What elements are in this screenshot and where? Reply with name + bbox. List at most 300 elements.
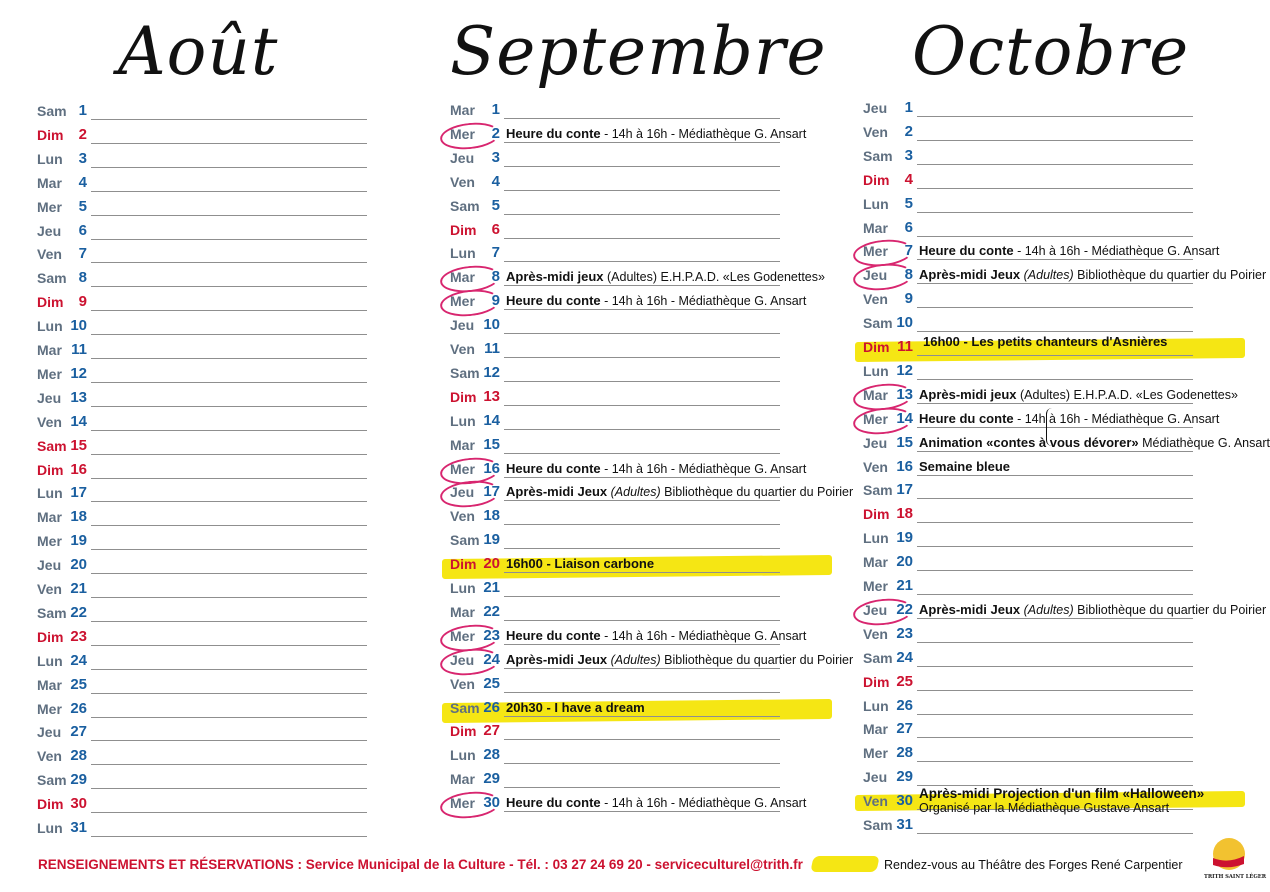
day-row [37, 599, 373, 623]
event-circle [439, 789, 501, 821]
day-row [450, 216, 786, 240]
day-number: 6 [904, 218, 913, 236]
day-number: 28 [70, 747, 87, 765]
day-number: 22 [483, 602, 500, 620]
day-name: Jeu [863, 100, 888, 116]
day-number: 18 [483, 507, 500, 525]
day-number: 24 [896, 648, 913, 666]
day-number: 16 [483, 459, 500, 477]
write-line [91, 430, 367, 431]
day-number: 24 [483, 650, 500, 668]
day-number: 17 [70, 484, 87, 502]
day-name: Mer [863, 578, 888, 594]
day-row [863, 668, 1199, 692]
day-name: Sam [863, 482, 893, 499]
day-row [863, 285, 1199, 309]
day-number: 26 [896, 696, 913, 714]
day-row [37, 814, 373, 838]
day-row [863, 381, 1238, 405]
day-name: Jeu [863, 769, 888, 786]
write-line [91, 501, 367, 502]
day-name: Mer [37, 700, 62, 717]
event-audience: (Adultes) [607, 652, 661, 667]
month-title-octobre: Octobre [912, 13, 1190, 90]
day-row [37, 408, 373, 432]
day-number: 11 [897, 338, 913, 355]
day-row [450, 407, 786, 431]
event-text [506, 484, 853, 499]
day-row [37, 695, 373, 719]
day-number: 13 [896, 385, 913, 403]
day-row [450, 741, 786, 765]
write-line [504, 405, 780, 406]
write-line [91, 525, 367, 526]
write-line [91, 597, 367, 598]
day-row [450, 598, 786, 622]
day-number: 17 [896, 481, 913, 499]
legend-highlight-swatch [810, 856, 879, 872]
day-row [37, 336, 373, 360]
write-line [91, 286, 367, 287]
day-name: Dim [450, 556, 477, 573]
write-line [91, 358, 367, 359]
day-name: Dim [863, 673, 890, 690]
write-line [917, 498, 1193, 499]
day-number: 9 [491, 292, 500, 310]
day-name: Sam [450, 364, 480, 381]
day-number: 23 [896, 624, 913, 642]
day-number: 3 [78, 149, 87, 167]
day-row [37, 145, 373, 169]
day-name: Dim [863, 339, 890, 355]
day-number: 22 [70, 603, 87, 621]
write-line [504, 692, 780, 693]
day-name: Sam [863, 817, 893, 833]
day-row [37, 360, 373, 384]
event-title: Après-midi jeux [506, 269, 604, 285]
write-line [917, 212, 1193, 213]
write-line [917, 666, 1193, 667]
day-name: Dim [863, 506, 890, 523]
day-number: 6 [491, 220, 500, 238]
day-row [37, 503, 373, 527]
day-name: Lun [37, 150, 63, 167]
day-name: Jeu [450, 317, 475, 334]
write-line [91, 836, 367, 837]
write-line [504, 477, 780, 478]
write-line [91, 143, 367, 144]
write-line [91, 740, 367, 741]
day-name: Lun [863, 195, 889, 212]
event-title: 16h00 - Les petits chanteurs d'Asnières [923, 334, 1168, 349]
event-title: Heure du conte [919, 410, 1014, 426]
day-number: 10 [896, 314, 913, 332]
day-number: 21 [896, 577, 913, 594]
day-name: Mer [37, 533, 62, 550]
event-title: Heure du conte [919, 243, 1014, 259]
day-row [863, 715, 1199, 739]
day-name: Ven [450, 675, 475, 692]
event-title: Après-midi Jeux [919, 601, 1021, 617]
day-row [863, 405, 1220, 429]
event-text [506, 293, 806, 308]
write-line [917, 522, 1193, 523]
day-number: 28 [896, 744, 913, 762]
day-number: 5 [491, 196, 500, 214]
day-row [450, 670, 786, 694]
event-text [506, 269, 825, 284]
day-row [37, 718, 373, 742]
event-text [919, 435, 1270, 450]
write-line [917, 164, 1193, 165]
day-name: Lun [863, 697, 889, 714]
day-row [863, 596, 1267, 620]
day-row [863, 572, 1199, 596]
day-name: Jeu [37, 724, 62, 741]
day-name: Sam [37, 103, 67, 119]
write-line [504, 572, 780, 573]
day-name: Mar [37, 509, 62, 526]
write-line [917, 451, 1193, 452]
day-number: 4 [904, 170, 913, 188]
write-line [504, 596, 780, 597]
write-line [917, 307, 1193, 308]
write-line [917, 690, 1193, 691]
event-title: Après-midi Jeux [919, 267, 1021, 283]
day-name: Sam [863, 315, 893, 332]
write-line [504, 214, 780, 215]
day-number: 3 [904, 146, 913, 164]
day-number: 19 [483, 531, 500, 549]
day-name: Dim [37, 796, 64, 813]
day-row [863, 548, 1199, 572]
day-name: Sam [863, 147, 893, 164]
day-name: Mer [450, 627, 475, 644]
write-line [504, 261, 780, 262]
day-name: Mar [450, 102, 475, 118]
write-line [917, 379, 1193, 380]
day-name: Jeu [863, 267, 888, 284]
day-number: 26 [483, 698, 500, 716]
day-number: 8 [491, 268, 500, 286]
event-details: - 14h à 16h - Médiathèque G. Ansart [600, 628, 807, 643]
day-row [37, 193, 373, 217]
day-number: 2 [491, 124, 500, 142]
day-number: 17 [483, 483, 500, 501]
day-name: Mar [863, 554, 888, 571]
day-name: Dim [37, 294, 64, 311]
day-name: Jeu [863, 434, 888, 451]
event-title: Après-midi jeux [919, 386, 1017, 402]
write-line [917, 188, 1193, 189]
month-title-septembre: Septembre [450, 13, 827, 90]
day-number: 25 [70, 675, 87, 693]
write-line [504, 620, 780, 621]
day-name: Mar [863, 386, 888, 403]
day-name: Ven [863, 625, 888, 642]
event-details: Bibliothèque du quartier du Poirier [1073, 268, 1267, 283]
day-name: Lun [450, 412, 476, 429]
day-row [863, 620, 1199, 644]
day-number: 18 [896, 505, 913, 523]
day-row [863, 94, 1199, 118]
day-number: 12 [483, 363, 500, 381]
write-line [91, 812, 367, 813]
write-line [504, 763, 780, 764]
day-name: Mer [450, 293, 475, 310]
event-details: - 14h à 16h - Médiathèque G. Ansart [1013, 411, 1220, 426]
day-name: Mar [37, 174, 62, 191]
event-title: Semaine bleue [919, 458, 1011, 474]
day-number: 28 [483, 746, 500, 764]
day-row [37, 312, 373, 336]
event-title: Heure du conte [506, 795, 601, 811]
day-name: Lun [37, 820, 63, 836]
day-name: Mer [37, 365, 62, 382]
footer-legend-text: Rendez-vous au Théâtre des Forges René Carpentier [884, 858, 1183, 872]
day-name: Sam [37, 437, 67, 454]
day-number: 9 [78, 293, 87, 311]
day-name: Mar [450, 436, 475, 453]
day-name: Mar [37, 676, 62, 693]
day-number: 27 [70, 723, 87, 741]
write-line [504, 333, 780, 334]
write-line [504, 668, 780, 669]
day-row [450, 455, 807, 479]
day-number: 8 [904, 266, 913, 284]
day-row [863, 142, 1199, 166]
day-row [450, 765, 786, 789]
day-row [450, 789, 807, 813]
write-line [91, 334, 367, 335]
day-row [37, 575, 373, 599]
day-number: 11 [71, 341, 87, 358]
write-line [91, 239, 367, 240]
day-name: Jeu [450, 651, 475, 668]
event-details: Bibliothèque du quartier du Poirier [1073, 602, 1267, 617]
day-row [863, 786, 1205, 816]
event-text [506, 628, 806, 643]
day-name: Mer [863, 745, 888, 762]
day-name: Ven [450, 341, 475, 357]
day-row [37, 551, 373, 575]
day-number: 2 [78, 125, 87, 143]
day-row [37, 240, 373, 264]
write-line [504, 118, 780, 119]
day-name: Lun [37, 318, 63, 335]
day-number: 14 [896, 409, 913, 427]
write-line [91, 478, 367, 479]
day-name: Jeu [450, 484, 475, 501]
day-name: Mar [450, 603, 475, 620]
event-title: Heure du conte [506, 627, 601, 643]
day-row [37, 527, 373, 551]
day-number: 20 [483, 555, 500, 573]
day-number: 29 [483, 770, 500, 788]
event-text [919, 267, 1266, 282]
write-line [917, 355, 1193, 356]
write-line [504, 285, 780, 286]
day-row [37, 121, 373, 145]
write-line [504, 739, 780, 740]
day-row [450, 120, 807, 144]
write-line [504, 190, 780, 191]
day-number: 9 [904, 290, 913, 308]
day-row [863, 811, 1199, 835]
write-line [504, 500, 780, 501]
write-line [504, 716, 780, 717]
write-line [504, 309, 780, 310]
day-number: 7 [78, 245, 87, 263]
day-row [37, 623, 373, 647]
event-title: Heure du conte [506, 125, 601, 141]
day-number: 2 [904, 122, 913, 140]
day-row [863, 763, 1199, 787]
write-line [91, 262, 367, 263]
footer-contact-info: RENSEIGNEMENTS ET RÉSERVATIONS : Service Municipal de la Culture - Tél. : 03 27 24 69 20 - serviceculturel@trith.fr [38, 857, 803, 872]
day-row [37, 217, 373, 241]
event-title: Après-midi Jeux [506, 484, 608, 500]
day-name: Sam [863, 649, 893, 666]
event-audience: (Adultes) [1020, 602, 1074, 617]
day-name: Mer [450, 125, 475, 142]
write-line [917, 546, 1193, 547]
day-number: 27 [483, 722, 500, 740]
write-line [504, 644, 780, 645]
day-row [863, 166, 1199, 190]
day-number: 13 [483, 387, 500, 405]
write-line [91, 406, 367, 407]
write-line [91, 167, 367, 168]
day-name: Lun [863, 530, 889, 547]
event-details: (Adultes) E.H.P.A.D. «Les Godenettes» [1016, 387, 1238, 402]
day-name: Ven [863, 123, 888, 140]
write-line [504, 787, 780, 788]
day-row [37, 479, 373, 503]
day-name: Ven [863, 458, 888, 475]
day-row [863, 476, 1199, 500]
day-name: Mar [450, 269, 475, 286]
write-line [917, 833, 1193, 834]
day-row [450, 359, 786, 383]
day-number: 31 [70, 819, 87, 836]
day-name: Dim [863, 171, 890, 188]
day-number: 12 [896, 361, 913, 379]
day-number: 13 [70, 388, 87, 406]
event-details: Bibliothèque du quartier du Poirier [660, 485, 854, 500]
day-number: 18 [70, 508, 87, 526]
day-row [37, 169, 373, 193]
day-name: Sam [37, 270, 67, 287]
city-logo [1200, 834, 1267, 886]
day-row [450, 96, 786, 120]
day-name: Jeu [37, 557, 62, 574]
day-number: 27 [896, 720, 913, 738]
day-name: Jeu [450, 149, 475, 166]
write-line [91, 119, 367, 120]
event-details: Bibliothèque du quartier du Poirier [660, 652, 854, 667]
write-line [917, 140, 1193, 141]
write-line [91, 382, 367, 383]
day-number: 19 [70, 532, 87, 550]
day-number: 30 [896, 792, 913, 810]
day-name: Jeu [863, 601, 888, 618]
day-name: Dim [37, 628, 64, 645]
day-row [37, 647, 373, 671]
write-line [504, 357, 780, 358]
day-number: 14 [483, 411, 500, 429]
day-number: 15 [483, 435, 500, 453]
write-line [917, 236, 1193, 237]
write-line [504, 811, 780, 812]
day-name: Jeu [37, 389, 62, 406]
event-title: Animation «contes à vous dévorer» [919, 434, 1139, 450]
day-name: Jeu [37, 222, 62, 239]
event-title: Après-midi Jeux [506, 651, 608, 667]
day-name: Sam [37, 772, 67, 789]
day-row [863, 357, 1199, 381]
day-number: 7 [904, 242, 913, 260]
day-name: Mar [450, 771, 475, 788]
write-line [917, 714, 1193, 715]
day-name: Lun [450, 580, 476, 596]
day-row [37, 766, 373, 790]
day-number: 30 [483, 794, 500, 812]
event-details: - 14h à 16h - Médiathèque G. Ansart [600, 294, 807, 309]
write-line [504, 142, 780, 143]
day-name: Mar [863, 219, 888, 236]
day-number: 3 [491, 148, 500, 166]
day-row [450, 646, 854, 670]
event-title: Après-midi Projection d'un film «Halloween» [919, 786, 1205, 802]
event-title: Heure du conte [506, 460, 601, 476]
day-row [863, 453, 1199, 477]
day-row [37, 264, 373, 288]
day-row [450, 383, 786, 407]
day-number: 1 [904, 99, 913, 116]
write-line [917, 761, 1193, 762]
write-line [91, 764, 367, 765]
day-name: Ven [37, 748, 62, 765]
write-line [917, 259, 1193, 260]
day-number: 24 [70, 651, 87, 669]
day-number: 21 [483, 579, 500, 596]
day-row [37, 671, 373, 695]
day-name: Mer [450, 460, 475, 477]
day-name: Dim [37, 461, 64, 478]
day-number: 12 [70, 364, 87, 382]
day-row [863, 261, 1267, 285]
day-row [450, 192, 786, 216]
day-number: 6 [78, 221, 87, 239]
event-title: 16h00 - Liaison carbone [506, 556, 655, 572]
day-row [863, 237, 1220, 261]
write-line [917, 594, 1193, 595]
day-number: 20 [70, 556, 87, 574]
day-row [450, 335, 786, 359]
day-number: 25 [483, 674, 500, 692]
write-line [91, 191, 367, 192]
day-name: Mer [450, 795, 475, 812]
day-row [37, 742, 373, 766]
day-number: 31 [896, 816, 913, 833]
event-details: - 14h à 16h - Médiathèque G. Ansart [600, 461, 807, 476]
day-number: 19 [896, 529, 913, 547]
day-name: Sam [37, 604, 67, 621]
event-details: - 14h à 16h - Médiathèque G. Ansart [1013, 244, 1220, 259]
event-details-line2: Organisé par la Médiathèque Gustave Ansart [919, 801, 1170, 816]
day-row [37, 384, 373, 408]
